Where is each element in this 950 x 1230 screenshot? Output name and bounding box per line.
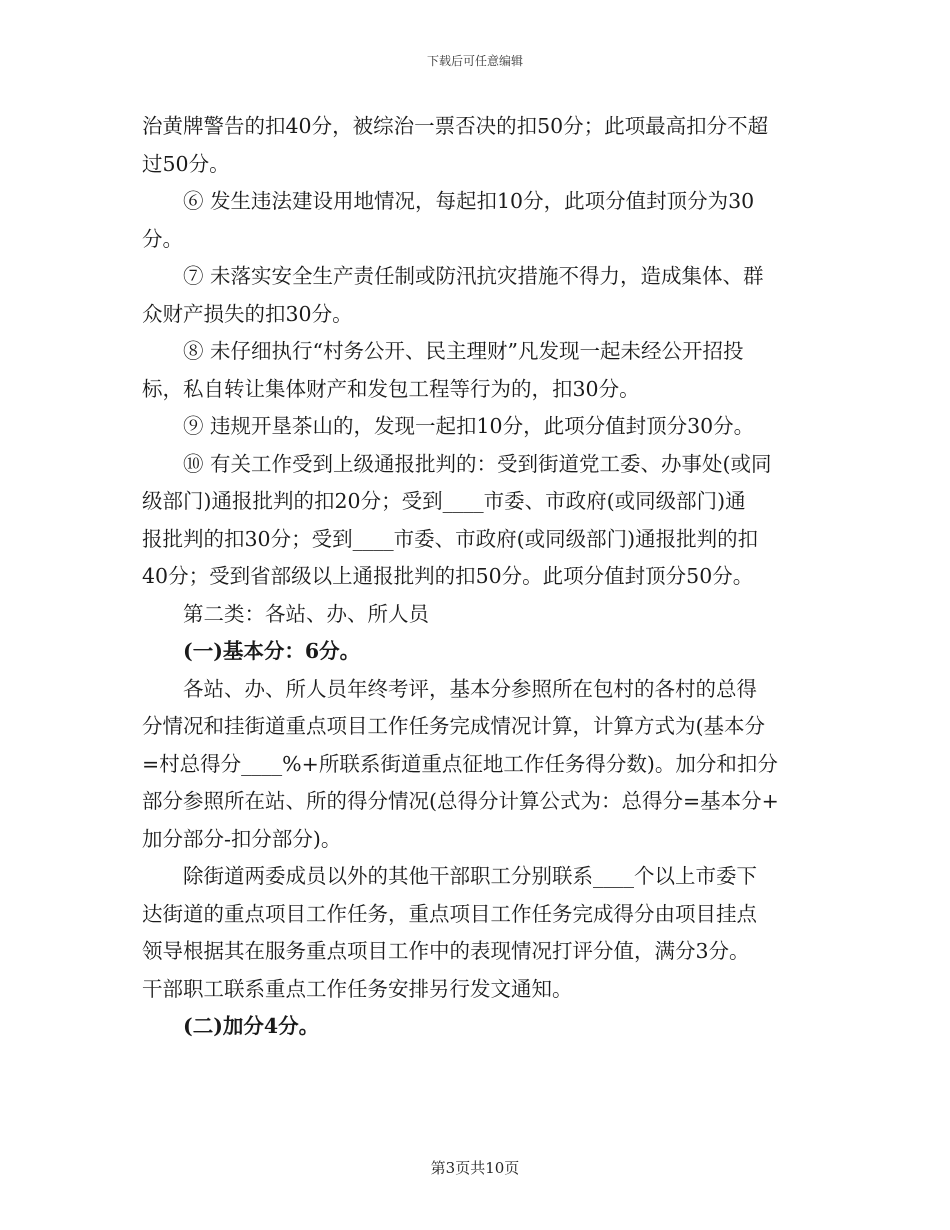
text-line: 众财产损失的扣30分。 xyxy=(142,301,353,326)
text-line: ⑧ 未仔细执行“村务公开、民主理财”凡发现一起未经公开招投 xyxy=(183,339,744,363)
text-line: 标，私自转让集体财产和发包工程等行为的，扣30分。 xyxy=(142,376,640,401)
text-line: 过50分。 xyxy=(142,151,230,176)
text-line: =村总得分____%+所联系街道重点征地工作任务得分数)。加分和扣分 xyxy=(142,751,778,776)
page-footer: 第3页共10页 xyxy=(430,1159,520,1177)
text-line: 领导根据其在服务重点项目工作中的表现情况打评分值，满分3分。 xyxy=(142,939,750,963)
text-line: 分。 xyxy=(142,226,183,251)
text-line: ⑦ 未落实安全生产责任制或防汛抗灾措施不得力，造成集体、群 xyxy=(183,264,764,288)
text-line: 加分部分-扣分部分)。 xyxy=(142,826,342,851)
text-line: 级部门)通报批判的扣20分；受到____市委、市政府(或同级部门)通 xyxy=(142,489,746,513)
text-line: 40分；受到省部级以上通报批判的扣50分。此项分值封顶分50分。 xyxy=(142,564,754,588)
text-line: 分情况和挂街道重点项目工作任务完成情况计算，计算方式为(基本分 xyxy=(142,714,765,738)
text-line: ⑨ 违规开垦茶山的，发现一起扣10分，此项分值封顶分30分。 xyxy=(183,414,755,438)
page-header: 下载后可任意编辑 xyxy=(426,54,523,68)
text-line: ⑩ 有关工作受到上级通报批判的：受到街道党工委、办事处(或同 xyxy=(183,451,772,476)
text-line: 达街道的重点项目工作任务，重点项目工作任务完成得分由项目挂点 xyxy=(142,901,757,926)
section-heading: (一)基本分：6分。 xyxy=(183,639,361,663)
document-body xyxy=(142,108,812,1046)
text-line: 报批判的扣30分；受到____市委、市政府(或同级部门)通报批判的扣 xyxy=(142,526,759,551)
section-heading: (二)加分4分。 xyxy=(183,1014,320,1038)
text-line: 部分参照所在站、所的得分情况(总得分计算公式为：总得分=基本分+ xyxy=(142,789,779,813)
text-line: 除街道两委成员以外的其他干部职工分别联系____个以上市委下 xyxy=(183,864,757,888)
text-line: 各站、办、所人员年终考评，基本分参照所在包村的各村的总得 xyxy=(183,676,757,701)
text-line: ⑥ 发生违法建设用地情况，每起扣10分，此项分值封顶分为30 xyxy=(183,189,755,213)
text-line: 治黄牌警告的扣40分，被综治一票否决的扣50分；此项最高扣分不超 xyxy=(142,114,769,138)
text-line: 第二类：各站、办、所人员 xyxy=(183,601,429,626)
text-line: 干部职工联系重点工作任务安排另行发文通知。 xyxy=(142,976,573,1001)
